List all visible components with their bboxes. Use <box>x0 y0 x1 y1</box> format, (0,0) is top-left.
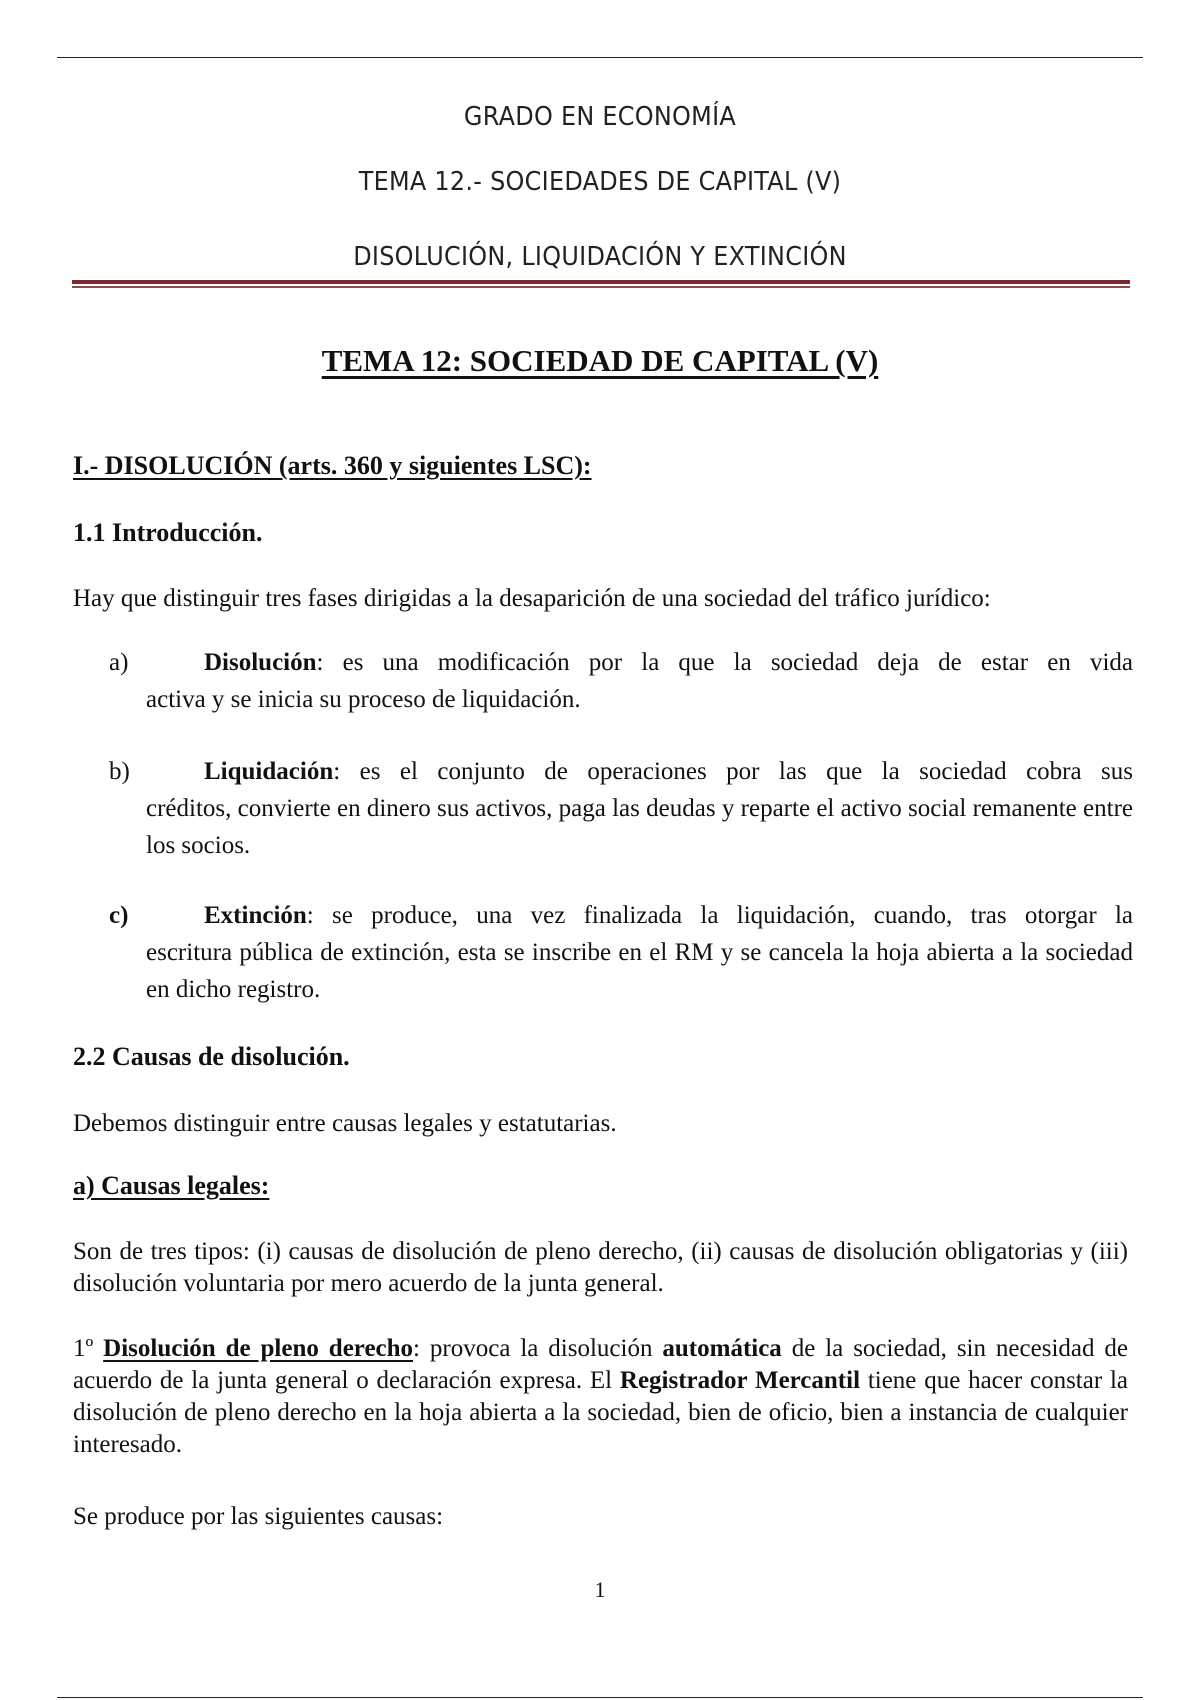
list-item-label: a) <box>109 649 129 676</box>
header-divider <box>72 280 1130 288</box>
legal-causes-paragraph: Son de tres tipos: (i) causas de disolución de pleno derecho, (ii) causas de disolución obligatorias y (iii) disolución voluntaria por mero acuerdo de la junta general. <box>73 1238 1128 1297</box>
subsection-causas: 2.2 Causas de disolución. <box>73 1042 350 1071</box>
subsection-introduccion: 1.1 Introducción. <box>73 518 263 547</box>
list-item-label: c) <box>109 902 129 929</box>
intro-paragraph: Hay que distinguir tres fases dirigidas a la desaparición de una sociedad del tráfico jurídico: <box>73 585 991 612</box>
list-item <box>109 897 1133 1008</box>
bottom-rule <box>57 1697 1143 1698</box>
list-item <box>109 753 1133 864</box>
header-subtitle: DISOLUCIÓN, LIQUIDACIÓN Y EXTINCIÓN <box>353 242 847 272</box>
list-item-continuation: créditos, convierte en dinero sus activos, paga las deudas y reparte el activo social remanente entre los socios. <box>146 795 1133 859</box>
header-degree: GRADO EN ECONOMÍA <box>463 102 737 132</box>
legal-causes-heading: a) Causas legales: <box>73 1171 270 1200</box>
list-item-continuation: escritura pública de extinción, esta se inscribe en el RM y se cancela la hoja abierta a la sociedad en dicho registro. <box>146 939 1133 1003</box>
section-heading-disolucion: I.- DISOLUCIÓN (arts. 360 y siguientes LSC): <box>73 451 592 480</box>
list-item-text: : se produce, una vez finalizada la liquidación, cuando, tras otorgar la <box>306 902 1133 929</box>
list-item-term: Disolución <box>204 649 317 676</box>
page-title: TEMA 12: SOCIEDAD DE CAPITAL (V) <box>321 343 879 378</box>
causes-intro-paragraph: Debemos distinguir entre causas legales y estatutarias. <box>73 1110 617 1137</box>
pleno-derecho-paragraph: 1º Disolución de pleno derecho: provoca la disolución automática de la sociedad, sin necesidad de acuerdo de la junta general o declaración expresa. El Registrador Mercantil tiene que hacer constar la disolución de pleno derecho en la hoja abierta a la sociedad, bien de oficio, bien a instancia de cualquier interesado. <box>73 1335 1128 1458</box>
top-rule <box>57 57 1143 58</box>
pleno-derecho-term: Disolución de pleno derecho <box>103 1335 414 1362</box>
page-number: 1 <box>594 1577 606 1602</box>
header-topic: TEMA 12.- SOCIEDADES DE CAPITAL (V) <box>358 167 842 197</box>
causes-lead-paragraph: Se produce por las siguientes causas: <box>73 1503 444 1530</box>
list-item <box>109 644 1133 718</box>
list-item-term: Extinción <box>204 902 307 929</box>
list-item-text: : es una modificación por la que la sociedad deja de estar en vida <box>316 649 1133 676</box>
list-item-term: Liquidación <box>204 758 334 785</box>
list-item-text: : es el conjunto de operaciones por las que la sociedad cobra sus <box>333 758 1133 785</box>
list-item-continuation: activa y se inicia su proceso de liquidación. <box>146 686 581 713</box>
list-item-label: b) <box>109 758 130 785</box>
